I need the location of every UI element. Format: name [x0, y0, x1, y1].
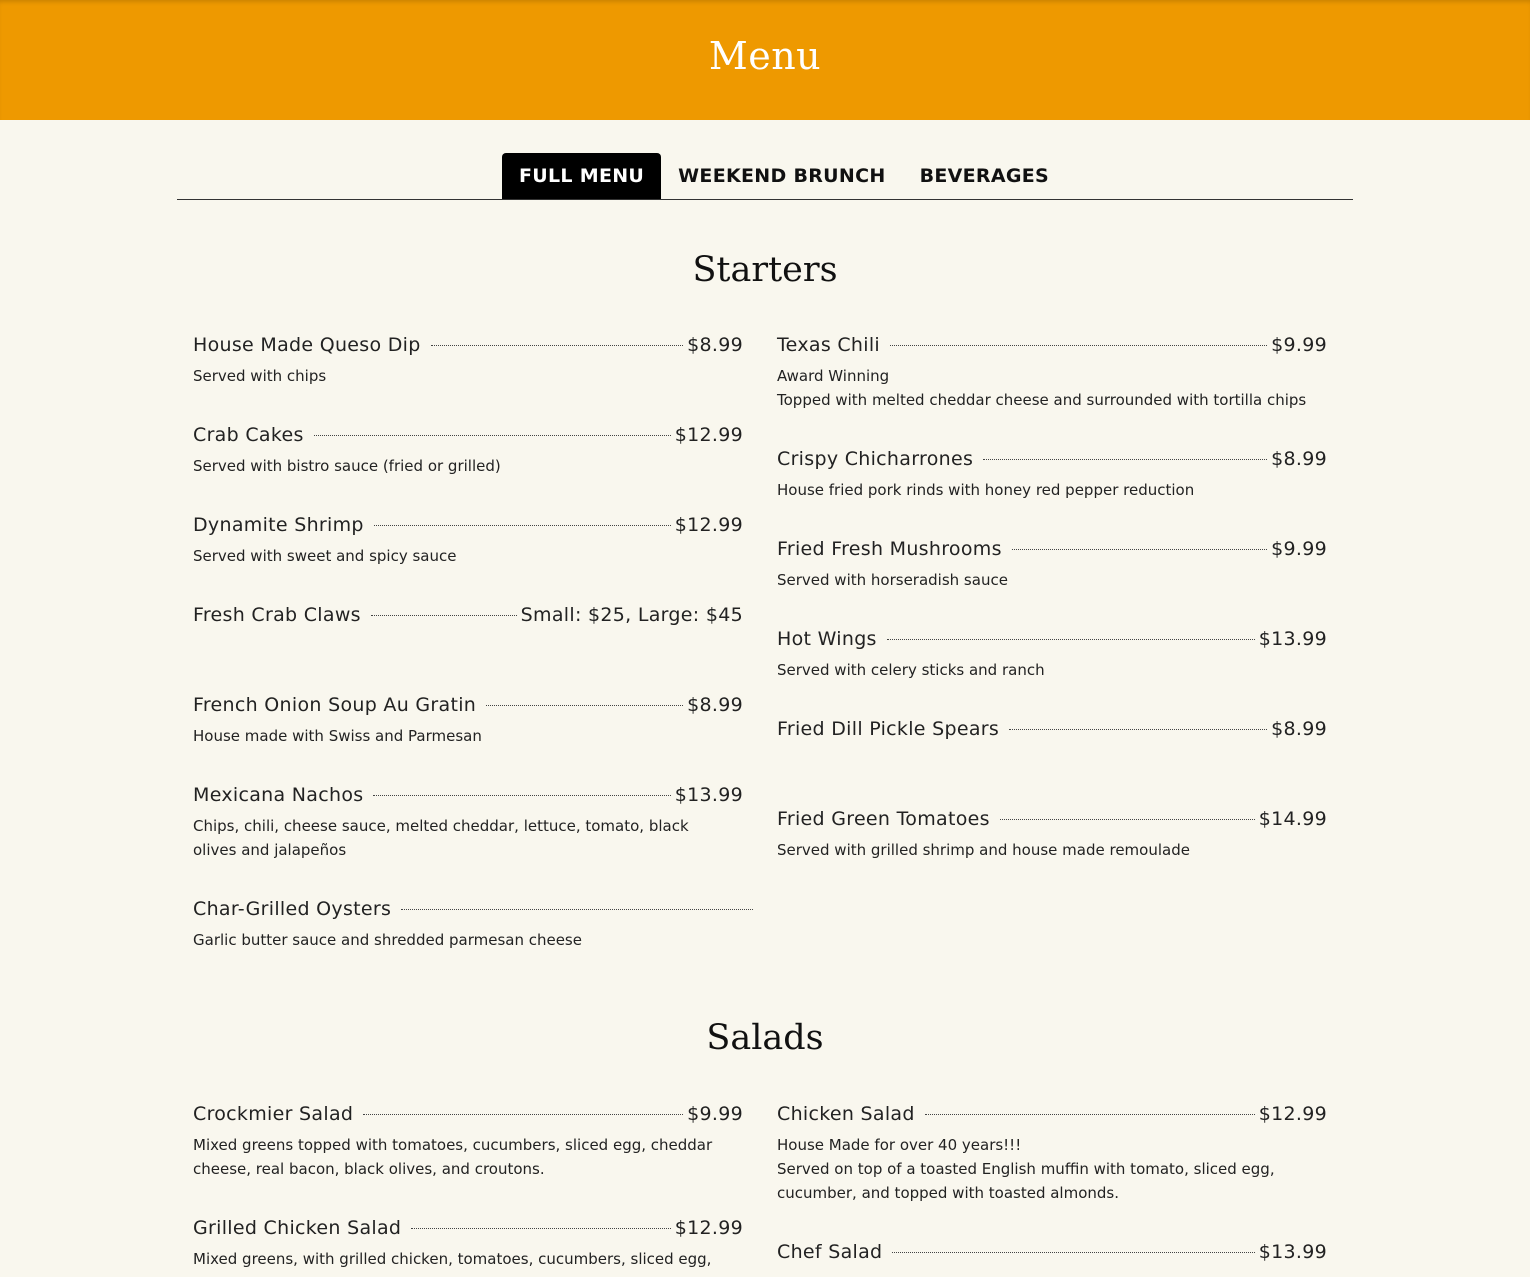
menu-item-price: $8.99 [1271, 448, 1327, 470]
menu-item-header [193, 514, 743, 536]
description-line: Served with grilled shrimp and house made remoulade [777, 841, 1190, 859]
menu-item-crispy-chicharrones [777, 448, 1327, 502]
menu-item-price: $12.99 [674, 424, 743, 446]
menu-item-fresh-crab-claws [193, 604, 743, 626]
menu-item-header [777, 718, 1327, 740]
menu-item-header [777, 538, 1327, 560]
menu-item-price: $8.99 [687, 334, 743, 356]
menu-item-name: Texas Chili [777, 334, 881, 356]
dot-leader [983, 459, 1267, 460]
menu-item-header [777, 808, 1327, 830]
menu-item-description [777, 1133, 1327, 1205]
menu-item-header [193, 898, 753, 920]
dot-leader [890, 345, 1267, 346]
dot-leader [1000, 819, 1255, 820]
description-line: Mixed greens, with grilled chicken, tomatoes, cucumbers, sliced egg, [193, 1250, 712, 1268]
menu-item-chef-salad [777, 1241, 1327, 1263]
dot-leader [363, 1114, 683, 1115]
menu-item-name: Char-Grilled Oysters [193, 898, 392, 920]
menu-item-name: Fried Dill Pickle Spears [777, 718, 1000, 740]
dot-leader [925, 1114, 1255, 1115]
menu-item-price: $12.99 [674, 514, 743, 536]
menu-item-name: Grilled Chicken Salad [193, 1217, 402, 1239]
menu-item-header [193, 784, 743, 806]
description-line: cheese, real bacon, black olives, and croutons. [193, 1160, 545, 1178]
description-line: House made with Swiss and Parmesan [193, 727, 482, 745]
menu-item-name: Chef Salad [777, 1241, 883, 1263]
menu-item-house-made-queso-dip [193, 334, 743, 388]
description-line: cucumber, and topped with toasted almonds. [777, 1184, 1119, 1202]
menu-item-header [777, 448, 1327, 470]
section-title-salads: Salads [706, 1018, 824, 1058]
section-title-starters: Starters [692, 250, 838, 290]
dot-leader [314, 435, 671, 436]
menu-item-price: Small: $25, Large: $45 [520, 604, 743, 626]
menu-item-name: French Onion Soup Au Gratin [193, 694, 477, 716]
menu-item-price: $9.99 [1271, 334, 1327, 356]
menu-item-name: Mexicana Nachos [193, 784, 364, 806]
menu-item-description [193, 544, 743, 568]
description-line: Mixed greens topped with tomatoes, cucumbers, sliced egg, cheddar [193, 1136, 713, 1154]
description-line: Chips, chili, cheese sauce, melted cheddar, lettuce, tomato, black [193, 817, 689, 835]
menu-item-description [193, 1247, 743, 1271]
menu-item-name: House Made Queso Dip [193, 334, 421, 356]
menu-item-description [193, 724, 743, 748]
menu-item-description [777, 364, 1327, 412]
menu-item-description [193, 928, 753, 952]
dot-leader [486, 705, 683, 706]
dot-leader [411, 1228, 670, 1229]
menu-item-name: Hot Wings [777, 628, 877, 650]
description-line: Served with horseradish sauce [777, 571, 1008, 589]
menu-item-name: Crockmier Salad [193, 1103, 354, 1125]
menu-item-name: Fried Green Tomatoes [777, 808, 990, 830]
dot-leader [1012, 549, 1267, 550]
menu-item-price: $8.99 [687, 694, 743, 716]
menu-item-header [777, 628, 1327, 650]
dot-leader [1009, 729, 1267, 730]
menu-item-fried-fresh-mushrooms [777, 538, 1327, 592]
menu-item-price: $12.99 [674, 1217, 743, 1239]
menu-item-price: $14.99 [1258, 808, 1327, 830]
menu-item-header [193, 1103, 743, 1125]
description-line: Served with celery sticks and ranch [777, 661, 1045, 679]
menu-item-chicken-salad [777, 1103, 1327, 1205]
menu-item-description [777, 568, 1327, 592]
menu-item-name: Fresh Crab Claws [193, 604, 361, 626]
menu-tabs [177, 153, 1353, 200]
menu-item-name: Chicken Salad [777, 1103, 915, 1125]
description-line: Served with chips [193, 367, 327, 385]
menu-item-header [777, 334, 1327, 356]
menu-item-description [193, 454, 743, 478]
tab-beverages[interactable]: BEVERAGES [919, 165, 1050, 187]
menu-item-description [193, 814, 743, 862]
menu-item-name: Crab Cakes [193, 424, 304, 446]
menu-item-header [193, 1217, 743, 1239]
menu-item-header [193, 334, 743, 356]
menu-item-description [193, 364, 743, 388]
description-line: Garlic butter sauce and shredded parmesan cheese [193, 931, 582, 949]
menu-item-grilled-chicken-salad [193, 1217, 743, 1271]
menu-item-description [777, 838, 1327, 862]
page-header [0, 0, 1530, 120]
menu-item-header [193, 694, 743, 716]
menu-item-name: Dynamite Shrimp [193, 514, 364, 536]
menu-item-header [777, 1241, 1327, 1263]
description-line: Served with bistro sauce (fried or grilled) [193, 457, 501, 475]
menu-item-fried-green-tomatoes [777, 808, 1327, 862]
menu-item-description [777, 658, 1327, 682]
menu-item-price: $12.99 [1258, 1103, 1327, 1125]
description-line: House Made for over 40 years!!! [777, 1136, 1022, 1154]
menu-item-crockmier-salad [193, 1103, 743, 1181]
menu-item-hot-wings [777, 628, 1327, 682]
menu-item-price: $13.99 [674, 784, 743, 806]
menu-item-description [777, 478, 1327, 502]
menu-item-price: $9.99 [1271, 538, 1327, 560]
page-title: Menu [708, 34, 822, 78]
menu-item-name: Crispy Chicharrones [777, 448, 974, 470]
menu-item-dynamite-shrimp [193, 514, 743, 568]
menu-item-header [193, 604, 743, 626]
menu-item-name: Fried Fresh Mushrooms [777, 538, 1002, 560]
menu-item-header [193, 424, 743, 446]
menu-item-crab-cakes [193, 424, 743, 478]
menu-item-price: $13.99 [1258, 1241, 1327, 1263]
dot-leader [401, 909, 753, 910]
dot-leader [431, 345, 683, 346]
description-line: Served with sweet and spicy sauce [193, 547, 457, 565]
menu-item-mexicana-nachos [193, 784, 743, 862]
description-line: House fried pork rinds with honey red pepper reduction [777, 481, 1195, 499]
dot-leader [371, 615, 517, 616]
menu-item-price: $8.99 [1271, 718, 1327, 740]
description-line: Topped with melted cheddar cheese and surrounded with tortilla chips [777, 391, 1307, 409]
menu-item-fried-dill-pickle-spears [777, 718, 1327, 740]
menu-item-header [777, 1103, 1327, 1125]
tab-full-menu[interactable]: FULL MENU [502, 153, 661, 199]
menu-item-price: $13.99 [1258, 628, 1327, 650]
description-line: Award Winning [777, 367, 890, 385]
tab-weekend-brunch[interactable]: WEEKEND BRUNCH [678, 165, 886, 187]
menu-item-french-onion-soup-au-gratin [193, 694, 743, 748]
menu-item-price: $9.99 [687, 1103, 743, 1125]
menu-item-description [193, 1133, 743, 1181]
menu-item-char-grilled-oysters [193, 898, 753, 952]
dot-leader [374, 525, 671, 526]
dot-leader [373, 795, 670, 796]
description-line: Served on top of a toasted English muffin with tomato, sliced egg, [777, 1160, 1275, 1178]
dot-leader [887, 639, 1255, 640]
dot-leader [892, 1252, 1254, 1253]
menu-item-texas-chili [777, 334, 1327, 412]
description-line: olives and jalapeños [193, 841, 347, 859]
